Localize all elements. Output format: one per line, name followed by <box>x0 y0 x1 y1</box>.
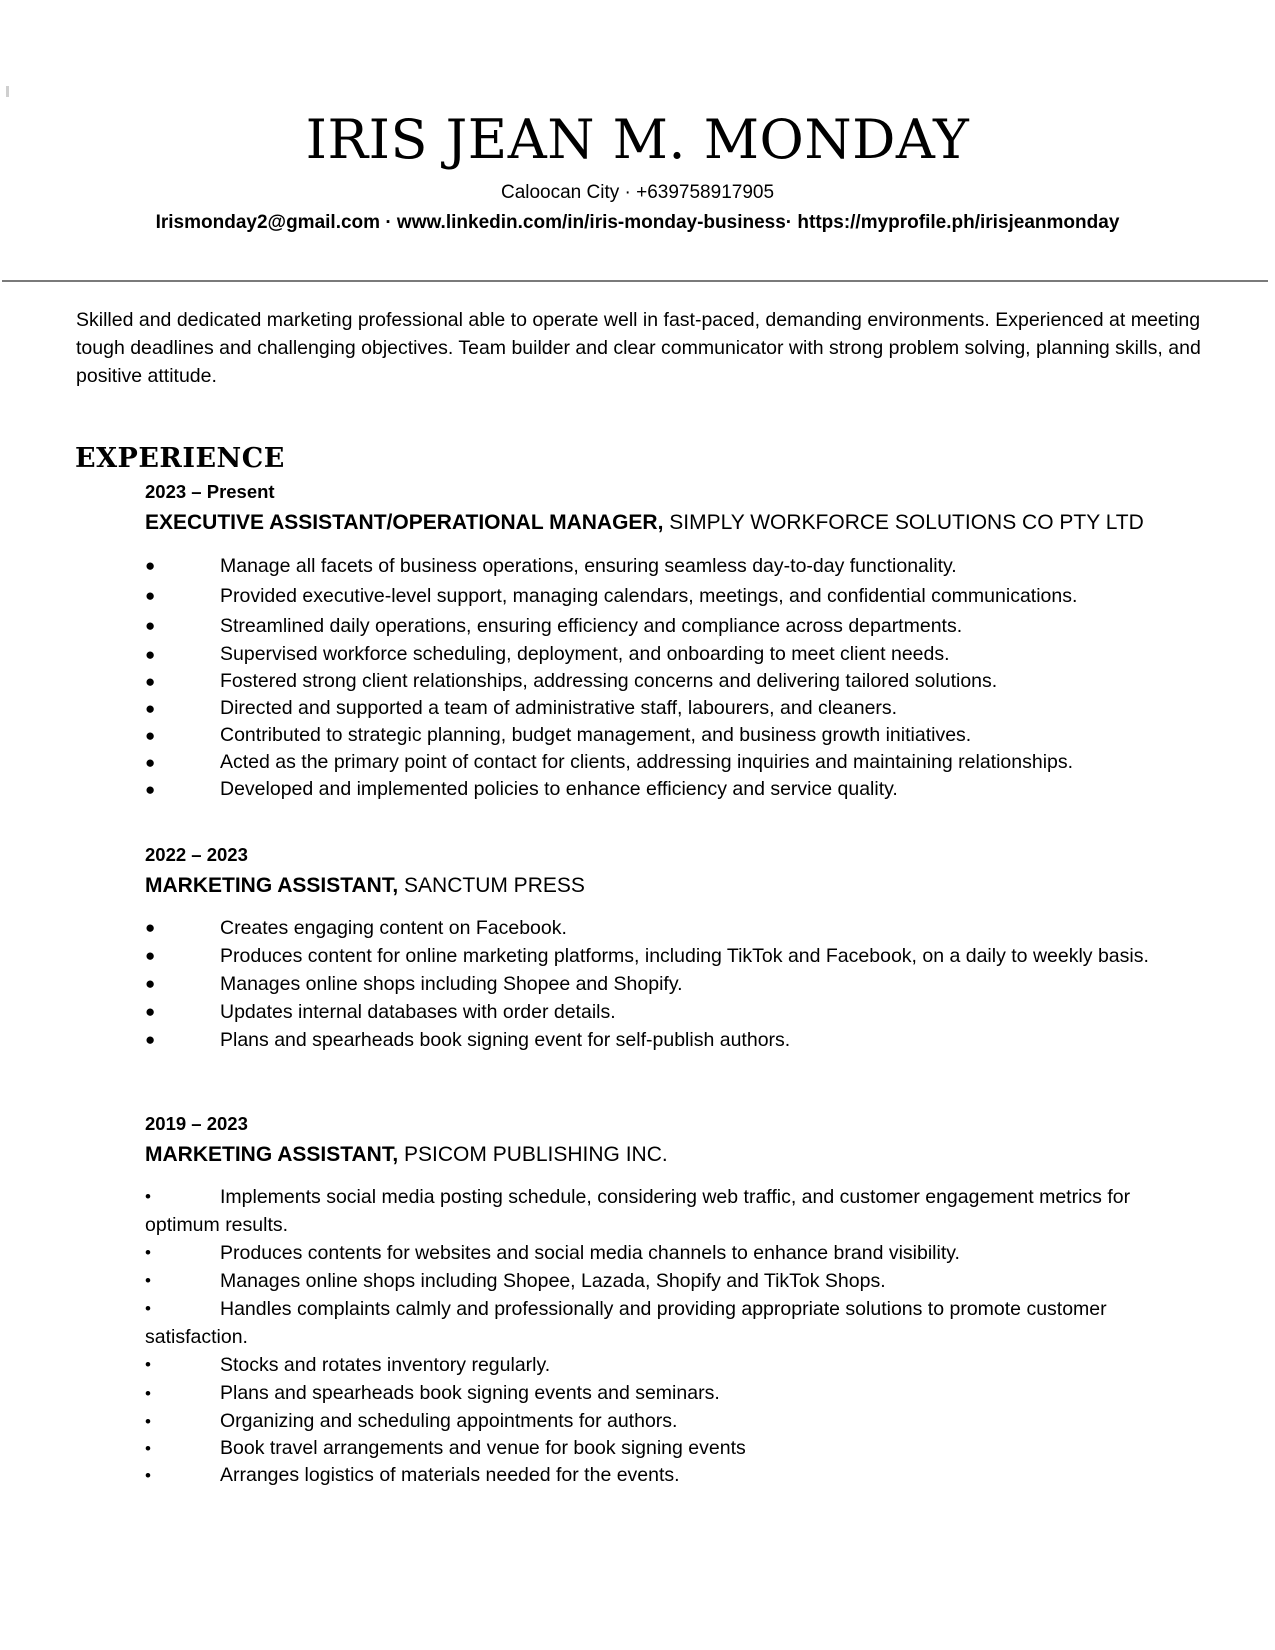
bullet-item <box>145 749 1195 776</box>
bullet-text: Streamlined daily operations, ensuring efficiency and compliance across departments. <box>220 615 963 637</box>
job-entry-3 <box>145 1112 1195 1489</box>
bullet-dot: ● <box>145 974 156 993</box>
job-role: MARKETING ASSISTANT, <box>145 1143 399 1166</box>
bullet-item <box>145 1408 1195 1435</box>
bullet-item <box>145 611 1195 641</box>
bullet-text: Acted as the primary point of contact for clients, addressing inquiries and maintaining relationships. <box>220 751 1074 773</box>
contact-location-phone: Caloocan City · +639758917905 <box>500 182 775 203</box>
resume-name: IRIS JEAN M. MONDAY <box>305 108 970 171</box>
bullet-dot: • <box>145 1466 151 1485</box>
bullet-item <box>145 914 1195 942</box>
bullet-text: Plans and spearheads book signing event for self-publish authors. <box>220 1029 791 1051</box>
bullet-dot: ● <box>145 1030 156 1049</box>
bullet-text: Plans and spearheads book signing events and seminars. <box>220 1382 720 1404</box>
job-role: MARKETING ASSISTANT, <box>145 874 399 897</box>
bullet-dot: ● <box>145 726 156 745</box>
job-bullets <box>145 914 1195 1054</box>
bullet-item <box>145 776 1195 803</box>
bullet-item <box>145 1295 1195 1351</box>
bullet-item <box>145 942 1195 970</box>
job-company: SANCTUM PRESS <box>404 874 585 897</box>
bullet-dot: • <box>145 1243 151 1262</box>
bullet-dot: ● <box>145 672 156 691</box>
bullet-item <box>145 1379 1195 1408</box>
bullet-item <box>145 1351 1195 1379</box>
bullet-dot: • <box>145 1439 151 1458</box>
job-title <box>145 872 1195 900</box>
corner-mark <box>6 86 9 97</box>
summary-paragraph: Skilled and dedicated marketing professional able to operate well in fast-paced, demanding environments. Experienced at meeting tough deadlines and challenging objectives. Team builder and clear communicator with strong problem solving, planning skills, and positive attitude. <box>76 309 1201 387</box>
bullet-text: Directed and supported a team of administrative staff, labourers, and cleaners. <box>220 697 898 719</box>
bullet-dot: ● <box>145 946 156 965</box>
job-entry-1 <box>145 480 1195 803</box>
bullet-item <box>145 1435 1195 1462</box>
bullet-text: Produces contents for websites and social media channels to enhance brand visibility. <box>220 1242 960 1264</box>
bullet-dot: ● <box>145 645 156 664</box>
bullet-text: Updates internal databases with order details. <box>220 1001 616 1023</box>
bullet-text: Handles complaints calmly and professionally and providing appropriate solutions to promote customer satisfaction. <box>145 1298 1107 1348</box>
bullet-item <box>145 1267 1195 1295</box>
job-dates: 2019 – 2023 <box>145 1113 248 1134</box>
bullet-text: Arranges logistics of materials needed for the events. <box>220 1464 680 1486</box>
bullet-dot: • <box>145 1412 151 1431</box>
bullet-dot: • <box>145 1187 151 1206</box>
bullet-item <box>145 695 1195 722</box>
bullet-text: Developed and implemented policies to enhance efficiency and service quality. <box>220 778 898 800</box>
bullet-dot: ● <box>145 753 156 772</box>
bullet-dot: ● <box>145 556 156 575</box>
bullet-item <box>145 1239 1195 1267</box>
bullet-item <box>145 1183 1195 1239</box>
bullet-text: Provided executive-level support, managing calendars, meetings, and confidential communications. <box>220 585 1078 607</box>
bullet-item <box>145 551 1195 581</box>
job-bullets <box>145 551 1195 803</box>
bullet-dot: ● <box>145 1002 156 1021</box>
job-company: PSICOM PUBLISHING INC. <box>404 1143 668 1166</box>
bullet-dot: • <box>145 1384 151 1403</box>
bullet-item <box>145 641 1195 668</box>
bullet-dot: ● <box>145 586 156 605</box>
bullet-dot: • <box>145 1355 151 1374</box>
bullet-dot: ● <box>145 699 156 718</box>
job-role: EXECUTIVE ASSISTANT/OPERATIONAL MANAGER, <box>145 511 664 534</box>
bullet-text: Book travel arrangements and venue for book signing events <box>220 1437 746 1459</box>
bullet-text: Creates engaging content on Facebook. <box>220 917 567 939</box>
job-company: SIMPLY WORKFORCE SOLUTIONS CO PTY LTD <box>669 511 1144 534</box>
bullet-text: Organizing and scheduling appointments for authors. <box>220 1410 678 1432</box>
bullet-item <box>145 722 1195 749</box>
bullet-item <box>145 668 1195 695</box>
bullet-dot: ● <box>145 918 156 937</box>
bullet-text: Manages online shops including Shopee, Lazada, Shopify and TikTok Shops. <box>220 1270 886 1292</box>
bullet-item <box>145 1026 1195 1054</box>
bullet-item <box>145 581 1195 611</box>
bullet-dot: ● <box>145 780 156 799</box>
bullet-text: Stocks and rotates inventory regularly. <box>220 1354 551 1376</box>
header-divider <box>2 280 1268 282</box>
bullet-text: Fostered strong client relationships, addressing concerns and delivering tailored solutions. <box>220 670 998 692</box>
bullet-text: Supervised workforce scheduling, deployment, and onboarding to meet client needs. <box>220 643 950 665</box>
bullet-text: Manage all facets of business operations, ensuring seamless day-to-day functionality. <box>220 555 957 577</box>
job-bullets <box>145 1183 1195 1489</box>
job-entry-2 <box>145 843 1195 1054</box>
bullet-dot: • <box>145 1299 151 1318</box>
bullet-item <box>145 998 1195 1026</box>
job-title <box>145 509 1195 537</box>
bullet-text: Produces content for online marketing platforms, including TikTok and Facebook, on a daily to weekly basis. <box>220 945 1149 967</box>
job-title <box>145 1141 1195 1169</box>
job-dates: 2022 – 2023 <box>145 844 248 865</box>
experience-heading: EXPERIENCE <box>75 443 285 474</box>
bullet-dot: ● <box>145 616 156 635</box>
bullet-text: Contributed to strategic planning, budget management, and business growth initiatives. <box>220 724 972 746</box>
bullet-text: Manages online shops including Shopee and Shopify. <box>220 973 683 995</box>
bullet-dot: • <box>145 1271 151 1290</box>
job-dates: 2023 – Present <box>145 481 275 502</box>
bullet-item <box>145 970 1195 998</box>
bullet-item <box>145 1462 1195 1489</box>
bullet-text: Implements social media posting schedule, considering web traffic, and customer engagement metrics for optimum results. <box>145 1186 1131 1236</box>
contact-email-links: Irismonday2@gmail.com · www.linkedin.com/in/iris-monday-business· https://myprofile.ph/irisjeanmonday <box>155 212 1120 233</box>
